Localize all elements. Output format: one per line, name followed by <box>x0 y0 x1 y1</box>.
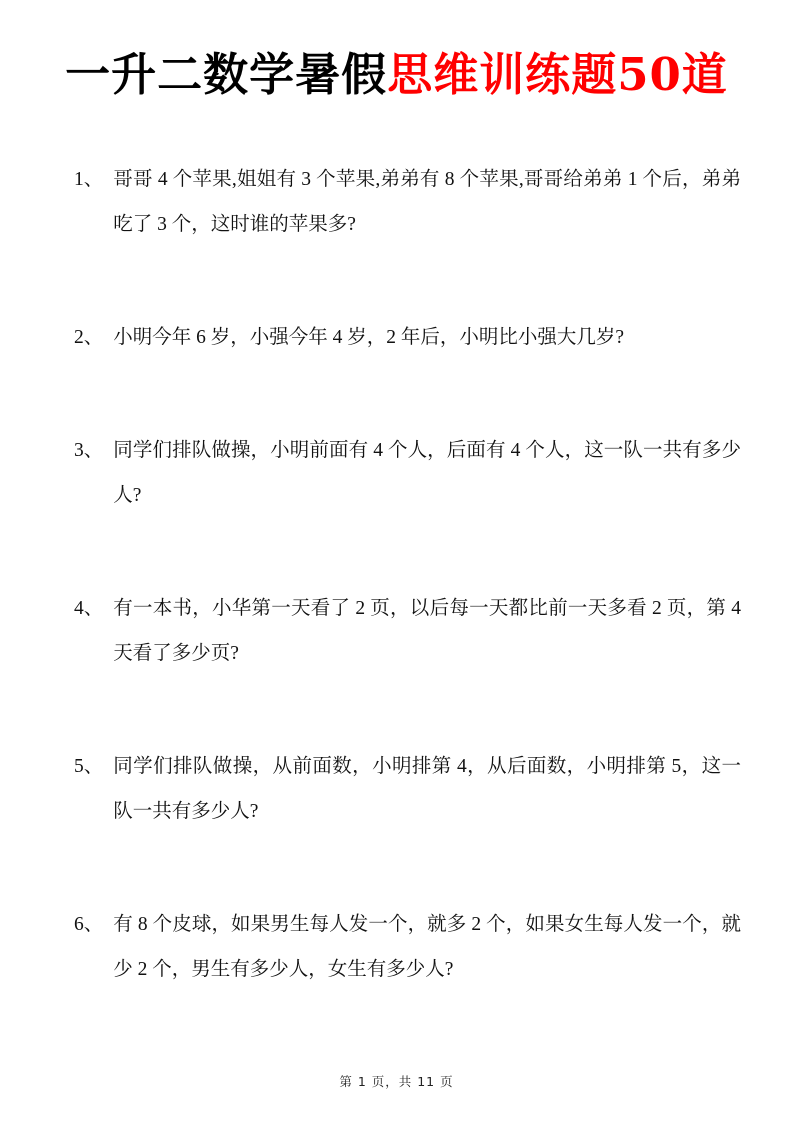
question-6-number: 6、 <box>74 913 104 935</box>
question-2-number: 2、 <box>74 326 104 348</box>
question-5 <box>74 744 741 834</box>
question-6-text: 有 8 个皮球，如果男生每人发一个，就多 2 个，如果女生每人发一个，就少 2 个，男生有多少人，女生有多少人? <box>113 913 741 980</box>
question-list <box>0 157 793 992</box>
question-1 <box>74 157 741 247</box>
page-footer <box>0 1072 793 1090</box>
question-4 <box>74 586 741 676</box>
question-2 <box>74 315 741 360</box>
question-3-number: 3、 <box>74 439 104 461</box>
question-1-number: 1、 <box>74 168 104 190</box>
title-red-part: 思维训练题50道 <box>387 48 728 101</box>
page-number-label: 第 1 页，共 11 页 <box>339 1074 454 1089</box>
question-3 <box>74 428 741 518</box>
question-4-text: 有一本书，小华第一天看了 2 页，以后每一天都比前一天多看 2 页，第 4 天看了多少页? <box>113 597 741 664</box>
question-4-number: 4、 <box>74 597 104 619</box>
question-6 <box>74 902 741 992</box>
question-5-text: 同学们排队做操，从前面数，小明排第 4，从后面数，小明排第 5，这一队一共有多少人? <box>113 755 741 822</box>
question-3-text: 同学们排队做操，小明前面有 4 个人，后面有 4 个人，这一队一共有多少人? <box>113 439 741 506</box>
title-black-part: 一升二数学暑假 <box>65 48 388 101</box>
question-5-number: 5、 <box>74 755 104 777</box>
question-1-text: 哥哥 4 个苹果,姐姐有 3 个苹果,弟弟有 8 个苹果,哥哥给弟弟 1 个后，弟弟吃了 3 个，这时谁的苹果多? <box>113 168 741 235</box>
question-2-text: 小明今年 6 岁，小强今年 4 岁，2 年后，小明比小强大几岁? <box>113 326 625 348</box>
page-title <box>0 0 793 105</box>
